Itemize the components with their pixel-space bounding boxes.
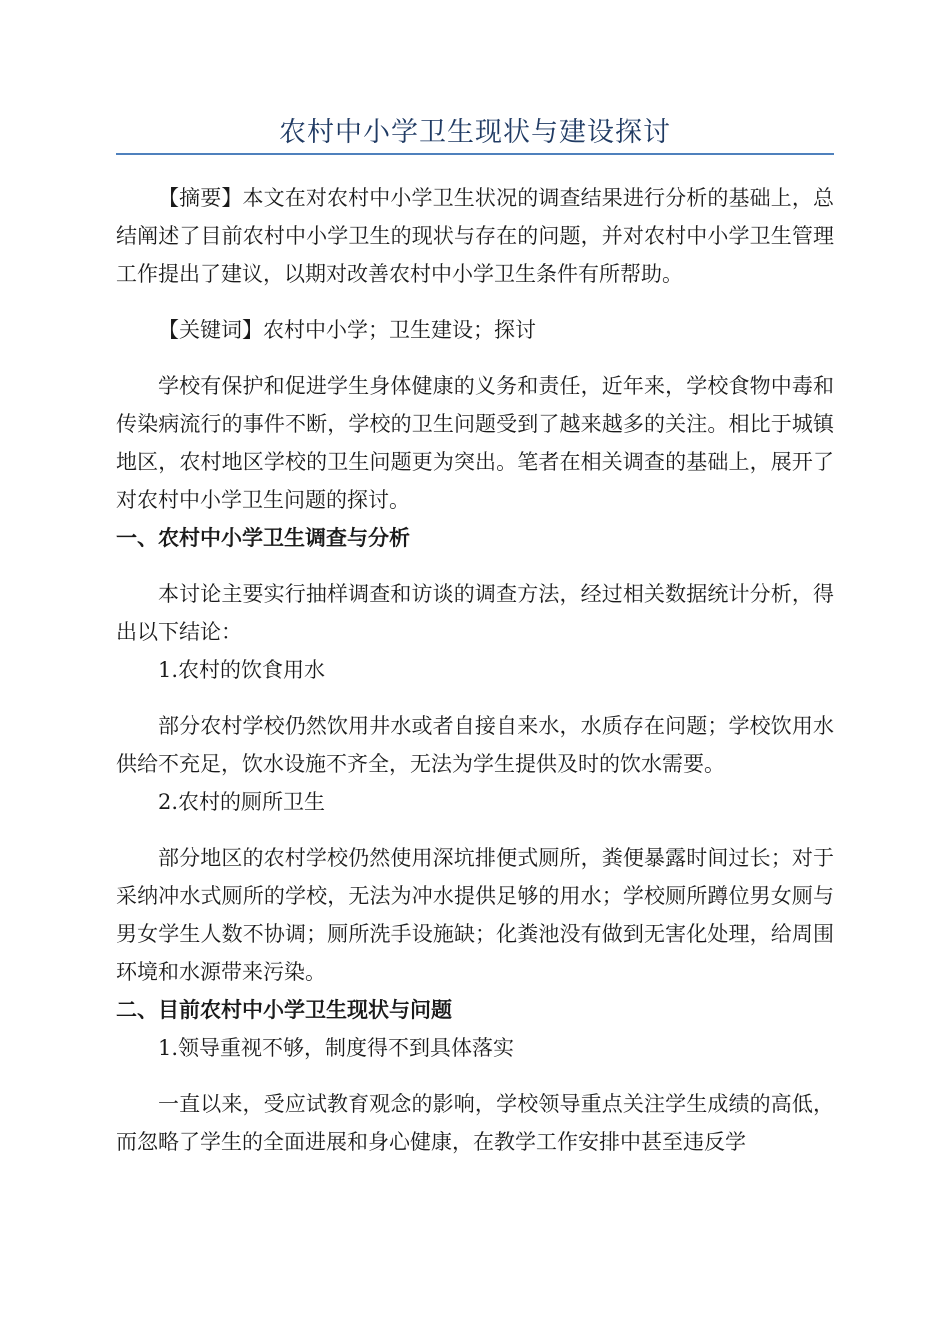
abstract-paragraph: 【摘要】本文在对农村中小学卫生状况的调查结果进行分析的基础上，总结阐述了目前农村中小学卫生的现状与存在的问题，并对农村中小学卫生管理工作提出了建议，以期对改善农村中小学卫生条件有所帮助。 <box>116 186 834 286</box>
title-underline <box>116 153 834 155</box>
intro-paragraph: 学校有保护和促进学生身体健康的义务和责任，近年来，学校食物中毒和传染病流行的事件不断，学校的卫生问题受到了越来越多的关注。相比于城镇地区，农村地区学校的卫生问题更为突出。笔者在相关调查的基础上，展开了对农村中小学卫生问题的探讨。 <box>116 374 834 512</box>
section1-item1-heading: 1.农村的饮食用水 <box>158 658 326 682</box>
keywords-paragraph: 【关键词】农村中小学；卫生建设；探讨 <box>158 318 536 342</box>
section2-item1-heading: 1.领导重视不够，制度得不到具体落实 <box>158 1036 515 1060</box>
section2-item1-text: 一直以来，受应试教育观念的影响，学校领导重点关注学生成绩的高低，而忽略了学生的全面进展和身心健康，在教学工作安排中甚至违反学 <box>116 1092 834 1154</box>
document-title: 农村中小学卫生现状与建设探讨 <box>279 117 671 148</box>
section2-heading: 二、目前农村中小学卫生现状与问题 <box>116 997 452 1022</box>
section1-item1-text: 部分农村学校仍然饮用井水或者自接自来水，水质存在问题；学校饮用水供给不充足，饮水设施不齐全，无法为学生提供及时的饮水需要。 <box>116 714 834 776</box>
section1-intro: 本讨论主要实行抽样调查和访谈的调查方法，经过相关数据统计分析，得出以下结论： <box>116 582 834 644</box>
section1-item2-heading: 2.农村的厕所卫生 <box>158 790 326 814</box>
document-body <box>116 179 834 1161</box>
section1-heading: 一、农村中小学卫生调查与分析 <box>116 525 410 550</box>
section1-item2-text: 部分地区的农村学校仍然使用深坑排便式厕所，粪便暴露时间过长；对于采纳冲水式厕所的学校，无法为冲水提供足够的用水；学校厕所蹲位男女厕与男女学生人数不协调；厕所洗手设施缺；化粪池没有做到无害化处理，给周围环境和水源带来污染。 <box>116 846 834 984</box>
